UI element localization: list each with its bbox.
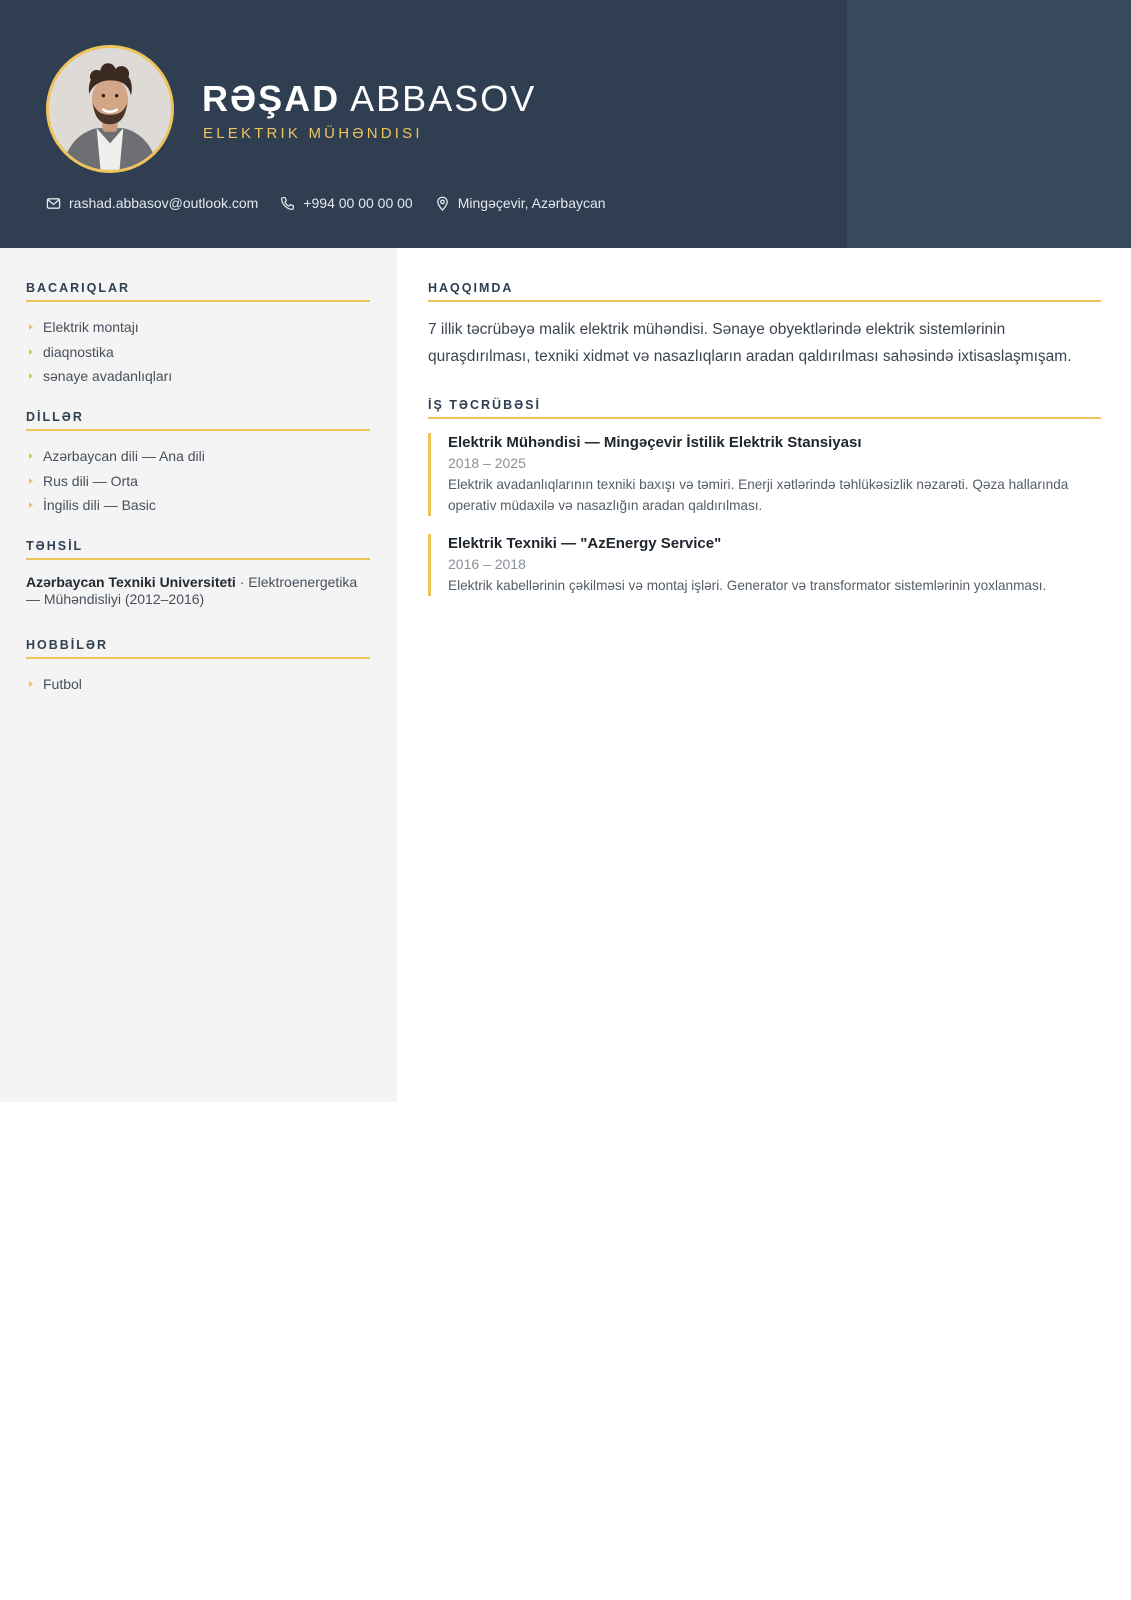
list-item xyxy=(26,469,370,494)
list-item xyxy=(26,340,370,365)
education-detail: · Elektroenergetika — Mühəndisliyi (2012–2016) xyxy=(26,574,358,607)
bullet-triangle-icon xyxy=(29,324,33,330)
section-title-languages: DİLLƏR xyxy=(26,410,370,431)
bullet-triangle-icon xyxy=(29,349,33,355)
job-entry xyxy=(428,433,1101,516)
last-name: ABBASOV xyxy=(350,78,537,119)
hobbies-section xyxy=(26,638,370,697)
sidebar xyxy=(0,248,397,1102)
languages-section xyxy=(26,410,370,518)
bullet-triangle-icon xyxy=(29,478,33,484)
job-entry xyxy=(428,534,1101,596)
job-dates: 2016 – 2018 xyxy=(448,556,526,572)
section-title-hobbies: HOBBİLƏR xyxy=(26,638,370,659)
full-name xyxy=(202,78,536,120)
skills-section xyxy=(26,281,370,389)
section-title-education: TƏHSİL xyxy=(26,539,370,560)
phone-text: +994 00 00 00 00 xyxy=(303,195,413,211)
language-label: Azərbaycan dili — Ana dili xyxy=(43,448,205,464)
job-description: Elektrik kabellərinin çəkilməsi və montaj işləri. Generator və transformator sistemlərinin yoxlanması. xyxy=(448,578,1047,593)
language-label: Rus dili — Orta xyxy=(43,472,138,489)
experience-section xyxy=(428,398,1101,596)
job-role: ELEKTRIK MÜHƏNDISI xyxy=(203,125,423,142)
resume-header xyxy=(0,0,1131,248)
skill-label: sənaye avadanlıqları xyxy=(43,368,173,384)
section-title-experience: İŞ TƏCRÜBƏSİ xyxy=(428,398,1101,419)
about-section xyxy=(428,281,1101,370)
hobbies-list xyxy=(26,672,370,697)
about-text: 7 illik təcrübəyə malik elektrik mühəndisi. Sənaye obyektlərində elektrik sistemlərinin quraşdırılması, texniki xidmət və nasazlıqların aradan qaldırılması sahəsində ixtisaslaşmışam. xyxy=(428,321,1072,365)
bullet-triangle-icon xyxy=(29,502,33,508)
bullet-triangle-icon xyxy=(29,453,33,459)
bullet-triangle-icon xyxy=(29,373,33,379)
contact-row xyxy=(46,195,606,211)
location-text: Mingəçevir, Azərbaycan xyxy=(457,195,606,211)
header-accent-panel xyxy=(847,0,1131,248)
hobby-label: Futbol xyxy=(43,676,82,692)
job-dates: 2018 – 2025 xyxy=(448,455,526,471)
skill-label: diaqnostika xyxy=(43,343,114,360)
phone-icon xyxy=(280,196,295,211)
mail-icon xyxy=(46,196,61,211)
avatar-portrait-icon xyxy=(49,48,171,170)
languages-list xyxy=(26,444,370,518)
section-title-about: HAQQIMDA xyxy=(428,281,1101,302)
list-item xyxy=(26,672,370,697)
job-description: Elektrik avadanlıqlarının texniki baxışı və təmiri. Enerji xətlərində təhlükəsizlik nəzarəti. Qəza hallarında operativ müdaxilə və nasazlığın aradan qaldırılması. xyxy=(448,477,1069,513)
contact-location xyxy=(435,195,606,211)
job-title: Elektrik Texniki — "AzEnergy Service" xyxy=(448,535,722,552)
school-name: Azərbaycan Texniki Universiteti xyxy=(26,574,236,590)
education-section xyxy=(26,539,370,608)
contact-phone[interactable] xyxy=(280,195,412,211)
contact-email[interactable] xyxy=(46,195,258,211)
avatar xyxy=(46,45,174,173)
skill-label: Elektrik montajı xyxy=(43,319,139,335)
list-item xyxy=(26,315,370,340)
bullet-triangle-icon xyxy=(29,681,33,687)
job-title: Elektrik Mühəndisi — Mingəçevir İstilik Elektrik Stansiyası xyxy=(448,434,862,451)
list-item xyxy=(26,444,370,469)
skills-list xyxy=(26,315,370,389)
list-item xyxy=(26,493,370,518)
location-pin-icon xyxy=(435,196,450,211)
language-label: İngilis dili — Basic xyxy=(43,497,156,513)
first-name: RƏŞAD xyxy=(202,78,341,119)
email-text: rashad.abbasov@outlook.com xyxy=(69,195,259,211)
education-entry xyxy=(26,574,370,608)
section-title-skills: BACARIQLAR xyxy=(26,281,370,302)
list-item xyxy=(26,364,370,389)
